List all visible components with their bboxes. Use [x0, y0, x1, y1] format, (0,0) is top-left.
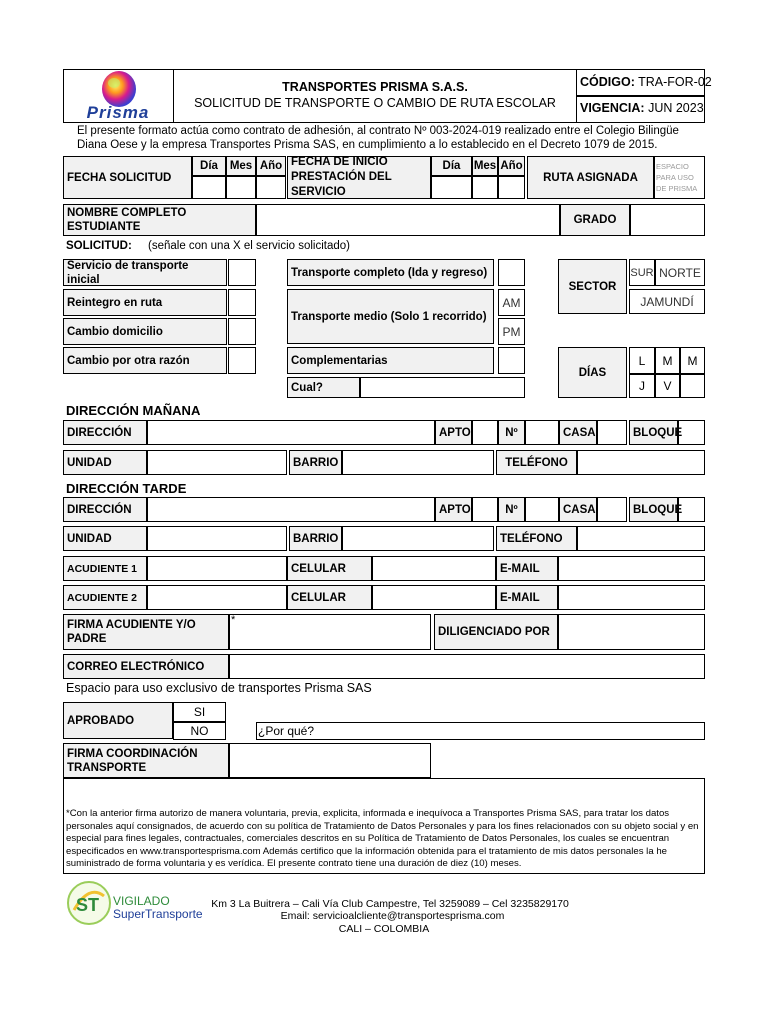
request-day-input[interactable]: [192, 176, 226, 199]
supertransporte-label: SuperTransporte: [113, 907, 203, 921]
request-month-header: Mes: [226, 156, 256, 176]
afternoon-number-input[interactable]: [525, 497, 559, 522]
morning-unit-input[interactable]: [147, 450, 287, 475]
other-change-label: Cambio por otra razón: [63, 347, 227, 374]
day-m1-option[interactable]: M: [655, 347, 680, 374]
pm-option[interactable]: PM: [498, 318, 525, 345]
guardian-1-cell-label: CELULAR: [287, 556, 372, 581]
email-input[interactable]: [229, 654, 705, 679]
request-date-label: FECHA SOLICITUD: [63, 156, 192, 199]
route-label: RUTA ASIGNADA: [527, 156, 654, 199]
address-change-checkbox[interactable]: [228, 318, 256, 345]
full-transport-label: Transporte completo (Ida y regreso): [287, 259, 494, 286]
coord-signature-input[interactable]: [229, 743, 431, 778]
half-transport-label: Transporte medio (Solo 1 recorrido): [287, 289, 494, 344]
guardian-1-input[interactable]: [147, 556, 287, 581]
request-hint: (señale con una X el servicio solicitado): [148, 240, 350, 252]
complementary-checkbox[interactable]: [498, 347, 525, 374]
morning-phone-label: TELÉFONO: [496, 450, 577, 475]
start-date-label: FECHA DE INICIO PRESTACIÓN DEL SERVICIO: [287, 156, 431, 199]
signature-label: FIRMA ACUDIENTE Y/O PADRE: [63, 614, 229, 650]
day-empty-cell: [680, 374, 705, 398]
am-option[interactable]: AM: [498, 289, 525, 316]
guardian-1-label: ACUDIENTE 1: [63, 556, 147, 581]
company-name: TRANSPORTES PRISMA S.A.S.: [282, 80, 468, 94]
coord-signature-label: FIRMA COORDINACIÓN TRANSPORTE: [63, 743, 229, 778]
sector-label: SECTOR: [558, 259, 627, 314]
sector-norte-option[interactable]: NORTE: [655, 259, 705, 286]
which-label: Cual?: [287, 377, 360, 398]
afternoon-neighborhood-input[interactable]: [342, 526, 494, 551]
morning-apt-input[interactable]: [472, 420, 498, 445]
filled-by-label: DILIGENCIADO POR: [434, 614, 558, 650]
afternoon-unit-input[interactable]: [147, 526, 287, 551]
code-value: TRA-FOR-02: [638, 75, 712, 89]
afternoon-title: DIRECCIÓN TARDE: [66, 481, 187, 496]
morning-apt-label: APTO: [435, 420, 472, 445]
morning-neighborhood-label: BARRIO: [289, 450, 342, 475]
code-label: CÓDIGO:: [580, 75, 635, 89]
signature-asterisk: *: [231, 614, 236, 626]
route-note: ESPACIO PARA USO DE PRISMA: [656, 162, 698, 193]
request-year-header: Año: [256, 156, 286, 176]
full-transport-checkbox[interactable]: [498, 259, 525, 286]
guardian-2-label: ACUDIENTE 2: [63, 585, 147, 610]
brand-wordmark: Prisma: [86, 103, 150, 122]
validity-line: [580, 101, 704, 115]
reinstate-label: Reintegro en ruta: [63, 289, 227, 316]
student-name-input[interactable]: [256, 204, 560, 236]
afternoon-block-input[interactable]: [678, 497, 705, 522]
morning-neighborhood-input[interactable]: [342, 450, 494, 475]
morning-address-input[interactable]: [147, 420, 435, 445]
start-day-input[interactable]: [431, 176, 472, 199]
student-name-label: NOMBRE COMPLETO ESTUDIANTE: [63, 204, 256, 236]
morning-number-input[interactable]: [525, 420, 559, 445]
day-m2-option[interactable]: M: [680, 347, 705, 374]
request-label: SOLICITUD:: [66, 240, 132, 252]
afternoon-address-label: DIRECCIÓN: [63, 497, 147, 522]
email-label: CORREO ELECTRÓNICO: [63, 654, 229, 679]
approved-yes-option[interactable]: SI: [173, 702, 226, 722]
guardian-2-email-label: E-MAIL: [496, 585, 558, 610]
afternoon-house-input[interactable]: [597, 497, 627, 522]
request-month-input[interactable]: [226, 176, 256, 199]
initial-service-label: Servicio de transporte inicial: [63, 259, 227, 286]
address-change-label: Cambio domicilio: [63, 318, 227, 345]
footer-line-1: Km 3 La Buitrera – Cali Vía Club Campestre, Tel 3259089 – Cel 3235829170: [211, 898, 569, 910]
afternoon-house-label: CASA: [559, 497, 597, 522]
validity-value: JUN 2023: [648, 101, 704, 115]
signature-input[interactable]: [229, 614, 431, 650]
guardian-1-cell-input[interactable]: [372, 556, 496, 581]
morning-title: DIRECCIÓN MAÑANA: [66, 403, 201, 418]
afternoon-apt-label: APTO: [435, 497, 472, 522]
request-day-header: Día: [192, 156, 226, 176]
vigilado-label: VIGILADO: [113, 894, 170, 908]
afternoon-neighborhood-label: BARRIO: [289, 526, 342, 551]
morning-block-input[interactable]: [678, 420, 705, 445]
footer-line-2: Email: servicioalcliente@transportesprisma.com: [280, 910, 505, 922]
morning-house-input[interactable]: [597, 420, 627, 445]
grade-label: GRADO: [560, 204, 630, 236]
start-year-input[interactable]: [498, 176, 525, 199]
start-month-header: Mes: [472, 156, 498, 176]
morning-block-label: BLOQUE: [629, 420, 678, 445]
guardian-2-email-input[interactable]: [558, 585, 705, 610]
morning-unit-label: UNIDAD: [63, 450, 147, 475]
complementary-label: Complementarias: [287, 347, 494, 374]
afternoon-apt-input[interactable]: [472, 497, 498, 522]
afternoon-address-input[interactable]: [147, 497, 435, 522]
footer-line-3: CALI – COLOMBIA: [338, 923, 430, 935]
guardian-2-input[interactable]: [147, 585, 287, 610]
why-label: ¿Por qué?: [258, 724, 315, 738]
internal-title: Espacio para uso exclusivo de transportes Prisma SAS: [66, 681, 372, 695]
sector-jamundi-option[interactable]: JAMUNDÍ: [629, 289, 705, 314]
morning-house-label: CASA: [559, 420, 597, 445]
guardian-2-cell-label: CELULAR: [287, 585, 372, 610]
start-year-header: Año: [498, 156, 525, 176]
afternoon-block-label: BLOQUE: [629, 497, 678, 522]
other-change-checkbox[interactable]: [228, 347, 256, 374]
form-title: SOLICITUD DE TRANSPORTE O CAMBIO DE RUTA ESCOLAR: [194, 96, 556, 110]
intro-line-2: Diana Oese y la empresa Transportes Prisma SAS, en cumplimiento a lo establecido en el Decreto 1079 de 2015.: [77, 139, 658, 151]
afternoon-unit-label: UNIDAD: [63, 526, 147, 551]
request-year-input[interactable]: [256, 176, 286, 199]
morning-phone-input[interactable]: [577, 450, 705, 475]
day-v-option[interactable]: V: [655, 374, 680, 398]
supertransporte-logo-mark: ST: [76, 895, 100, 915]
supertransporte-logo-icon: [66, 880, 112, 926]
morning-address-label: DIRECCIÓN: [63, 420, 147, 445]
reinstate-checkbox[interactable]: [228, 289, 256, 316]
filled-by-input[interactable]: [558, 614, 705, 650]
approved-no-option[interactable]: NO: [173, 722, 226, 740]
intro-line-1: El presente formato actúa como contrato de adhesión, al contrato Nº 003-2024-019 realizado entre el Colegio Bilingüe: [77, 125, 679, 137]
code-line: [580, 75, 712, 89]
start-month-input[interactable]: [472, 176, 498, 199]
sector-sur-option[interactable]: SUR: [629, 259, 655, 286]
disclaimer-text: *Con la anterior firma autorizo de manera voluntaria, previa, explicita, informada e inequívoca a Transportes Prisma SAS, para tratar los datos personales aquí consignados, de acuerdo con su política de Tratamiento de Datos Personales y para los fines relacionados con su objeto social y en especial para fines legales, contractuales, comerciales descritos en su Política de Tratamiento de Datos Personales, los cuales se encuentran especificados en www.transportesprisma.com Además certifico que la información obtenida para el tratamiento de mis datos personales la he suministrado de forma voluntaria y es verídica. El presente contrato tiene una duración de diez (10) meses.: [66, 808, 699, 870]
afternoon-phone-label: TELÉFONO: [496, 526, 577, 551]
why-input[interactable]: [256, 722, 705, 740]
start-day-header: Día: [431, 156, 472, 176]
days-label: DÍAS: [558, 347, 627, 398]
afternoon-phone-input[interactable]: [577, 526, 705, 551]
guardian-1-email-label: E-MAIL: [496, 556, 558, 581]
approved-label: APROBADO: [63, 702, 173, 739]
grade-input[interactable]: [630, 204, 705, 236]
validity-label: VIGENCIA:: [580, 101, 645, 115]
day-l-option[interactable]: L: [629, 347, 655, 374]
which-input[interactable]: [360, 377, 525, 398]
morning-number-label: Nº: [498, 420, 525, 445]
afternoon-number-label: Nº: [498, 497, 525, 522]
guardian-2-cell-input[interactable]: [372, 585, 496, 610]
initial-service-checkbox[interactable]: [228, 259, 256, 286]
guardian-1-email-input[interactable]: [558, 556, 705, 581]
day-j-option[interactable]: J: [629, 374, 655, 398]
